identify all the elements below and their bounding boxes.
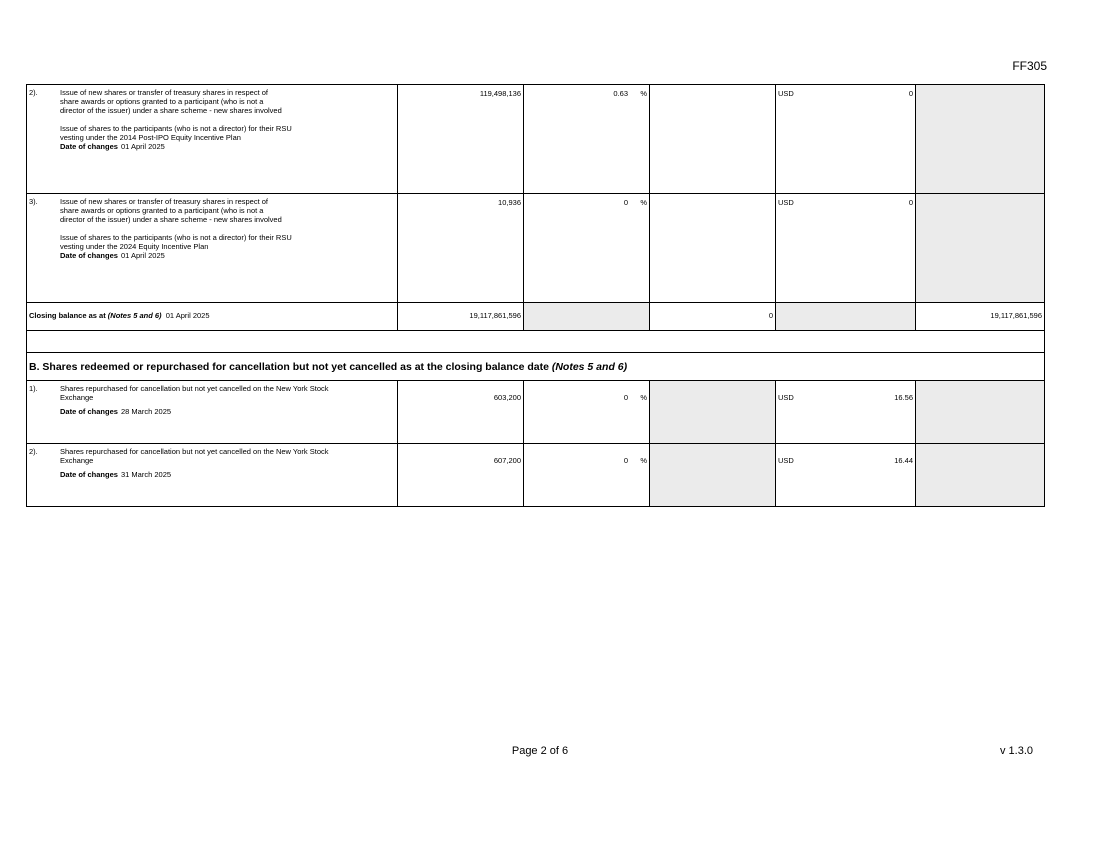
price-cell — [776, 381, 916, 444]
percent-value: 0 — [623, 393, 628, 402]
currency: USD — [778, 89, 794, 98]
closing-balance-row — [27, 303, 1045, 331]
remark-line: vesting under the 2014 Post-IPO Equity Incentive Plan — [60, 133, 241, 142]
closing-date: 01 April 2025 — [165, 311, 210, 320]
description-line: Issue of new shares or transfer of treasury shares in respect of — [60, 88, 269, 97]
shaded-cell — [916, 381, 1045, 444]
description-line: Exchange — [60, 456, 94, 465]
shaded-cell — [650, 381, 776, 444]
section-b-notes: (Notes 5 and 6) — [551, 361, 628, 373]
page-number: Page 2 of 6 — [511, 745, 569, 757]
currency: USD — [778, 456, 794, 465]
empty-cell — [650, 194, 776, 303]
date-of-changes — [60, 407, 393, 416]
date-value: 01 April 2025 — [121, 251, 165, 260]
percent-cell — [524, 381, 650, 444]
date-of-changes — [60, 142, 393, 151]
row-description — [27, 444, 398, 507]
date-of-changes — [60, 470, 393, 479]
percent-sign: % — [640, 89, 647, 98]
shares-movement-table — [26, 84, 1045, 507]
percent-sign: % — [640, 393, 647, 402]
date-value: 28 March 2025 — [121, 407, 172, 416]
description-line: share awards or options granted to a participant (who is not a — [60, 97, 264, 106]
description-line: director of the issuer) under a share scheme - new shares involved — [60, 106, 282, 115]
price-value: 0 — [908, 89, 913, 98]
price-cell — [776, 444, 916, 507]
date-value: 31 March 2025 — [121, 470, 172, 479]
form-version: v 1.3.0 — [999, 745, 1033, 757]
closing-total: 19,117,861,596 — [916, 303, 1045, 331]
shaded-cell — [916, 85, 1045, 194]
row-description — [27, 194, 398, 303]
shaded-cell — [916, 194, 1045, 303]
price-value: 16.56 — [894, 393, 913, 402]
date-of-changes — [60, 251, 393, 260]
description-line: share awards or options granted to a participant (who is not a — [60, 206, 264, 215]
spacer-cell — [27, 331, 1045, 353]
shares-count: 603,200 — [398, 381, 524, 444]
form-code: FF305 — [1012, 59, 1047, 73]
description-line: director of the issuer) under a share scheme - new shares involved — [60, 215, 282, 224]
shaded-cell — [916, 444, 1045, 507]
closing-shares: 19,117,861,596 — [398, 303, 524, 331]
description-line: Shares repurchased for cancellation but not yet cancelled on the New York Stock — [60, 447, 329, 456]
percent-cell — [524, 444, 650, 507]
price-cell — [776, 85, 916, 194]
date-label: Date of changes — [60, 251, 118, 260]
description-line: Shares repurchased for cancellation but not yet cancelled on the New York Stock — [60, 384, 329, 393]
row-description — [27, 85, 398, 194]
remark-line: Issue of shares to the participants (who is not a director) for their RSU — [60, 233, 292, 242]
table-row — [27, 194, 1045, 303]
closing-middle-value: 0 — [650, 303, 776, 331]
closing-notes: (Notes 5 and 6) — [107, 311, 162, 320]
price-cell — [776, 194, 916, 303]
section-b-heading — [27, 353, 1045, 381]
shares-count: 119,498,136 — [398, 85, 524, 194]
date-label: Date of changes — [60, 470, 118, 479]
empty-cell — [650, 85, 776, 194]
shaded-cell — [650, 444, 776, 507]
percent-value: 0 — [623, 198, 628, 207]
price-value: 16.44 — [894, 456, 913, 465]
row-description — [27, 381, 398, 444]
currency: USD — [778, 393, 794, 402]
percent-cell — [524, 85, 650, 194]
percent-sign: % — [640, 198, 647, 207]
percent-value: 0 — [623, 456, 628, 465]
spacer-row — [27, 331, 1045, 353]
table-row — [27, 444, 1045, 507]
currency: USD — [778, 198, 794, 207]
percent-sign: % — [640, 456, 647, 465]
shares-count: 607,200 — [398, 444, 524, 507]
closing-label-text — [29, 311, 162, 320]
closing-balance-label — [27, 303, 398, 331]
remark-line: vesting under the 2024 Equity Incentive Plan — [60, 242, 209, 251]
remark-line: Issue of shares to the participants (who is not a director) for their RSU — [60, 124, 292, 133]
shares-count: 10,936 — [398, 194, 524, 303]
shaded-cell — [776, 303, 916, 331]
date-value: 01 April 2025 — [121, 142, 165, 151]
shaded-cell — [524, 303, 650, 331]
percent-value: 0.63 — [613, 89, 628, 98]
price-value: 0 — [908, 198, 913, 207]
table-row — [27, 85, 1045, 194]
percent-cell — [524, 194, 650, 303]
row-number: 3). — [29, 197, 38, 206]
row-number: 2). — [29, 88, 38, 97]
description-line: Exchange — [60, 393, 94, 402]
table-row — [27, 381, 1045, 444]
section-b-heading-row — [27, 353, 1045, 381]
date-label: Date of changes — [60, 142, 118, 151]
closing-label: Closing balance as at — [29, 311, 106, 320]
row-number: 1). — [29, 384, 38, 393]
row-number: 2). — [29, 447, 38, 456]
date-label: Date of changes — [60, 407, 118, 416]
description-line: Issue of new shares or transfer of treasury shares in respect of — [60, 197, 269, 206]
section-b-title: B. Shares redeemed or repurchased for cancellation but not yet cancelled as at the closing balance date — [29, 361, 549, 373]
